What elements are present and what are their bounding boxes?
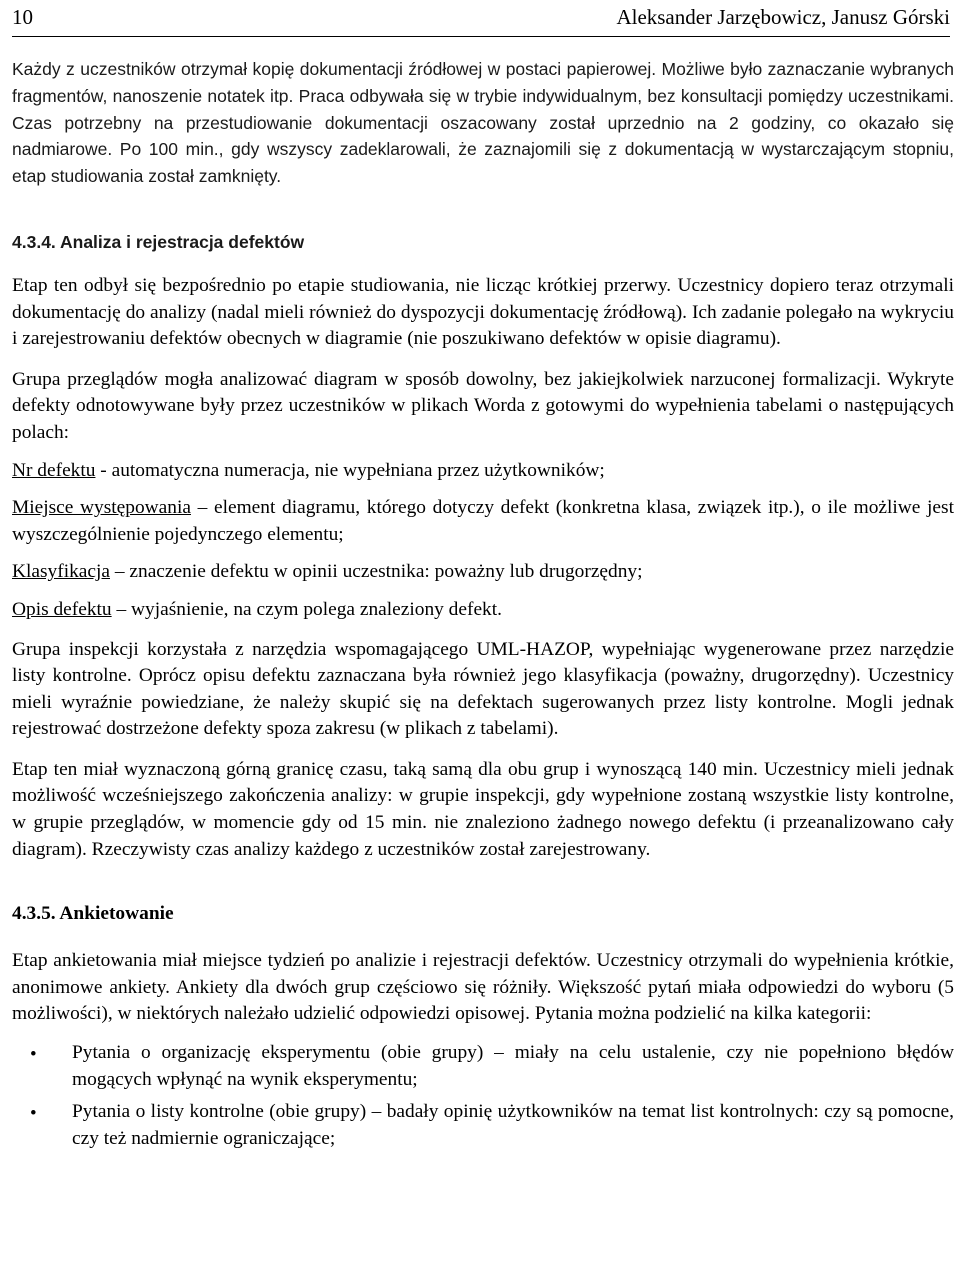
page-body: [12, 56, 954, 1158]
field-description: - automatyczna numeracja, nie wypełniana przez użytkowników;: [95, 459, 605, 481]
field-description: – znaczenie defektu w opinii uczestnika: poważny lub drugorzędny;: [110, 561, 643, 583]
bullet-icon: •: [30, 1103, 37, 1125]
intro-paragraph: Każdy z uczestników otrzymał kopię dokumentacji źródłowej w postaci papierowej. Możliwe było zaznaczanie wybranych fragmentów, nanoszenie notatek itp. Praca odbywała się w trybie indywidualnym, bez konsultacji pomiędzy uczestnikami. Czas potrzebny na przestudiowanie dokumentacji oszacowany został uprzednio na 2 godziny, co okazało się nadmiarowe. Po 100 min., gdy wszyscy zadeklarowali, że zaznajomili się z dokumentacją w wystarczającym stopniu, etap studiowania został zamknięty.: [12, 59, 954, 187]
list-item-text: Pytania o listy kontrolne (obie grupy) – badały opinię użytkowników na temat list kontrolnych: czy są pomocne, czy też nadmiernie ograniczające;: [72, 1101, 954, 1149]
category-list: [12, 1040, 954, 1152]
section-heading-4-3-5: 4.3.5. Ankietowanie: [12, 903, 174, 925]
bullet-icon: •: [30, 1044, 37, 1066]
list-item: [12, 1099, 954, 1152]
field-definition: [12, 458, 954, 485]
field-description: – element diagramu, którego dotyczy defekt (konkretna klasa, związek itp.), o ile możliwe jest wyszczególnienie pojedynczego elementu;: [12, 497, 954, 545]
field-definition: [12, 495, 954, 548]
field-name: Klasyfikacja: [12, 561, 110, 583]
section-434-paragraph-1: Etap ten odbył się bezpośrednio po etapie studiowania, nie licząc krótkiej przerwy. Uczestnicy dopiero teraz otrzymali dokumentację do analizy (nadal mieli również do dyspozycji dokumentację źródłową). Ich zadanie polegało na wykryciu i zarejestrowaniu defektów obecnych w diagramie (nie poszukiwano defektów w opisie diagramu).: [12, 274, 954, 350]
section-434-paragraph-4: Etap ten miał wyznaczoną górną granicę czasu, taką samą dla obu grup i wynoszącą 140 min. Uczestnicy mieli jednak możliwość wcześniejszego zakończenia analizy: w grupie inspekcji, gdy wypełnione zostaną wszystkie listy kontrolne, w grupie przeglądów, w momencie gdy od 15 min. nie znaleziono żadnego nowego defektu (i przeanalizowano cały diagram). Rzeczywisty czas analizy każdego z uczestników został zarejestrowany.: [12, 758, 954, 860]
field-description: – wyjaśnienie, na czym polega znaleziony defekt.: [111, 598, 502, 620]
page-header: [12, 4, 950, 37]
section-heading-4-3-4: 4.3.4. Analiza i rejestracja defektów: [12, 231, 305, 252]
section-434-paragraph-2: Grupa przeglądów mogła analizować diagram w sposób dowolny, bez jakiejkolwiek narzuconej formalizacji. Wykryte defekty odnotowywane były przez uczestników w plikach Worda z gotowymi do wypełnienia tabelami o następujących polach:: [12, 368, 954, 443]
list-item-text: Pytania o organizację eksperymentu (obie grupy) – miały na celu ustalenie, czy nie popełniono błędów mogących wpłynąć na wynik eksperymentu;: [72, 1042, 954, 1090]
page-number: 10: [12, 5, 33, 29]
header-authors: Aleksander Jarzębowicz, Janusz Górski: [616, 5, 950, 29]
field-definition: [12, 559, 954, 586]
field-name: Nr defektu: [12, 459, 96, 481]
field-definition: [12, 597, 954, 624]
field-name: Opis defektu: [12, 598, 112, 620]
list-item: [12, 1040, 954, 1093]
field-name: Miejsce występowania: [12, 497, 191, 519]
section-434-paragraph-3: Grupa inspekcji korzystała z narzędzia wspomagającego UML-HAZOP, wypełniając wygenerowane przez narzędzie listy kontrolne. Oprócz opisu defektu zaznaczana była również jego klasyfikacja (poważny, drugorzędny). Uczestnicy mieli wyraźnie powiedziane, że należy skupić się na defektach sugerowanych przez listy kontrolne. Mogli jednak rejestrować dostrzeżone defekty spoza zakresu (w plikach z tabelami).: [12, 638, 954, 740]
section-435-paragraph-1: Etap ankietowania miał miejsce tydzień po analizie i rejestracji defektów. Uczestnicy otrzymali do wypełnienia krótkie, anonimowe ankiety. Ankiety dla dwóch grup częściowo się różniły. Większość pytań miała odpowiedzi do wyboru (5 możliwości), w niektórych należało udzielić odpowiedzi opisowej. Pytania można podzielić na kilka kategorii:: [12, 950, 954, 1025]
